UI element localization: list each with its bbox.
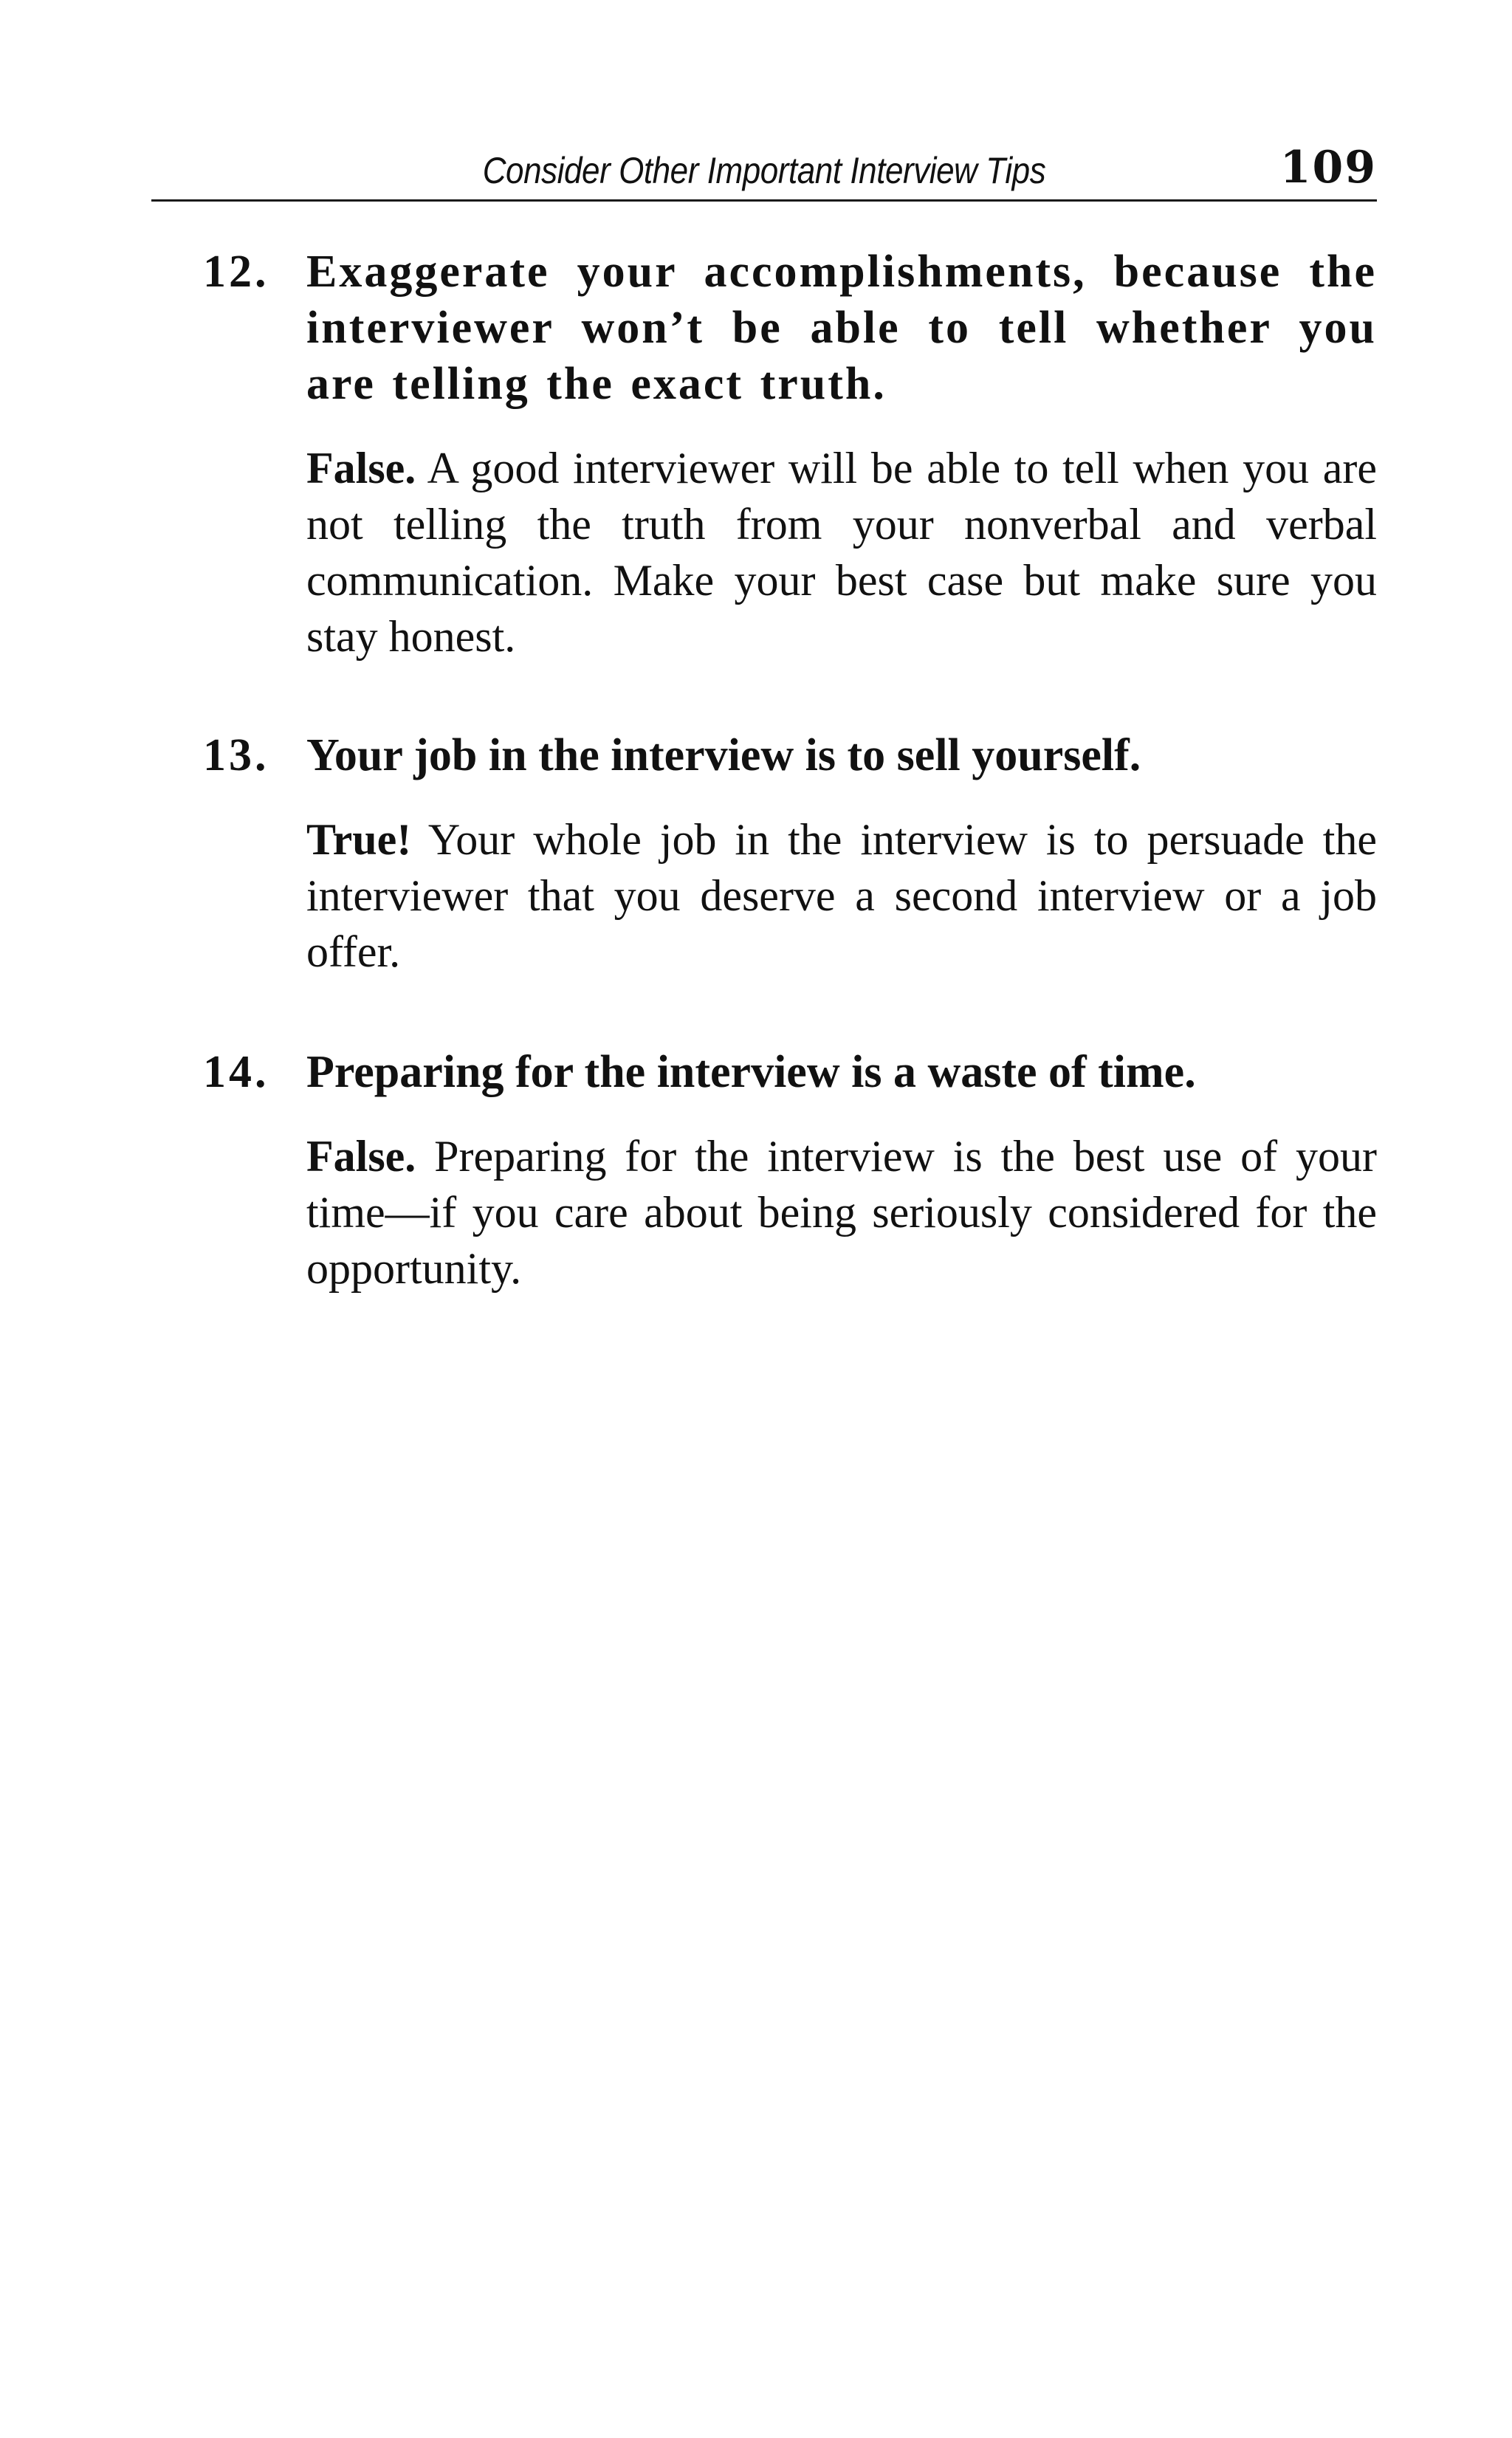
running-title: Consider Other Important Interview Tips [482,150,1046,191]
page-number: 109 [1279,142,1377,193]
answer-paragraph [306,1128,1377,1297]
item-number: 13. [203,730,269,780]
qa-item-14 [203,1044,1377,1297]
answer-verdict: False. [306,1132,416,1181]
answer-verdict: False. [306,444,416,492]
question-text: Preparing for the interview is a waste of time. [306,1047,1196,1097]
answer-verdict: True! [306,815,412,864]
answer-paragraph [306,811,1377,980]
answer-explanation: Your whole job in the interview is to persuade the interviewer that you deserve a second interview or a job offer. [306,815,1377,976]
running-header [151,140,1377,202]
item-number: 14. [203,1047,269,1097]
answer-paragraph [306,440,1377,665]
answer-explanation: A good interviewer will be able to tell when you are not telling the truth from your nonverbal and verbal communication. Make your best case but make sure you stay honest. [306,444,1377,661]
question-text: Exaggerate your accomplishments, because the interviewer won’t be able to tell whether you are telling the exact truth. [306,247,1377,409]
answer-explanation: Preparing for the interview is the best use of your time—if you care about being seriously considered for the opportunity. [306,1132,1377,1293]
qa-item-13 [203,727,1377,980]
question-text: Your job in the interview is to sell yourself. [306,730,1141,780]
qa-item-12 [203,244,1377,665]
item-number: 12. [203,247,269,297]
